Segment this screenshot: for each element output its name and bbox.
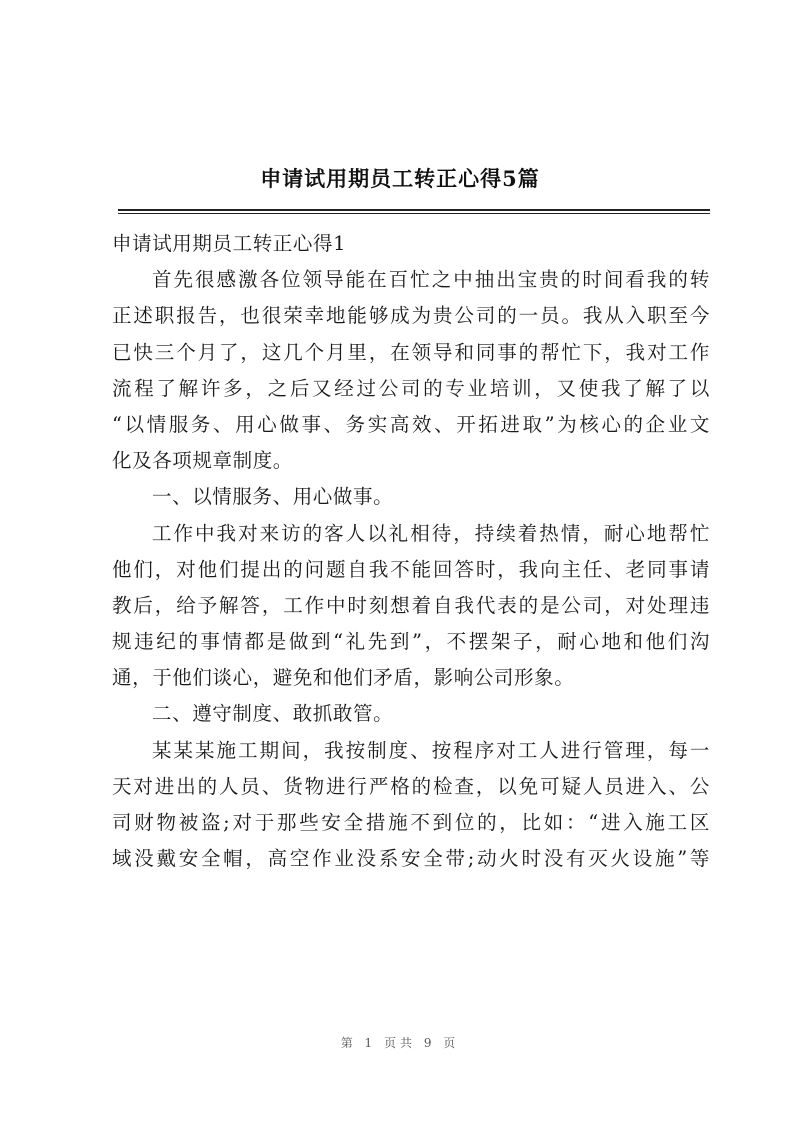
body-line: 他们，对他们提出的问题自我不能回答时，我向主任、老同事请 bbox=[112, 557, 710, 581]
body-line: “以情服务、用心做事、务实高效、开拓进取”为核心的企业文 bbox=[112, 412, 710, 436]
body-line: 申请试用期员工转正心得1 bbox=[112, 232, 347, 255]
body-line: 流程了解许多，之后又经过公司的专业培训，又使我了解了以 bbox=[112, 376, 710, 400]
page-title: 申请试用期员工转正心得5篇 bbox=[260, 166, 540, 191]
body-line: 教后，给予解答，工作中时刻想着自我代表的是公司，对处理违 bbox=[112, 593, 710, 617]
body-line: 司财物被盗;对于那些安全措施不到位的，比如：“进入施工区 bbox=[112, 811, 710, 834]
body-line: 已快三个月了，这几个月里，在领导和同事的帮忙下，我对工作 bbox=[112, 340, 710, 364]
body-line: 首先很感激各位领导能在百忙之中抽出宝贵的时间看我的转 bbox=[152, 268, 710, 292]
title-divider bbox=[118, 209, 710, 211]
body-line: 工作中我对来访的客人以礼相待，持续着热情，耐心地帮忙 bbox=[152, 521, 710, 545]
document-body bbox=[112, 226, 710, 877]
section-heading: 二、遵守制度、敢抓敢管。 bbox=[152, 702, 394, 726]
body-line: 通，于他们谈心，避免和他们矛盾，影响公司形象。 bbox=[112, 666, 575, 690]
body-line: 正述职报告，也很荣幸地能够成为贵公司的一员。我从入职至今 bbox=[112, 304, 710, 328]
body-line: 化及各项规章制度。 bbox=[112, 449, 293, 473]
page-footer: 第 1 页共 9 页 bbox=[340, 1036, 460, 1050]
body-line: 规违纪的事情都是做到“礼先到”，不摆架子，耐心地和他们沟 bbox=[112, 630, 710, 654]
body-line: 域没戴安全帽，高空作业没系安全带;动火时没有灭火设施”等 bbox=[112, 847, 710, 871]
body-line: 某某某施工期间，我按制度、按程序对工人进行管理，每一 bbox=[152, 738, 710, 762]
section-heading: 一、以情服务、用心做事。 bbox=[152, 485, 394, 509]
body-line: 天对进出的人员、货物进行严格的检查，以免可疑人员进入、公 bbox=[112, 774, 710, 798]
